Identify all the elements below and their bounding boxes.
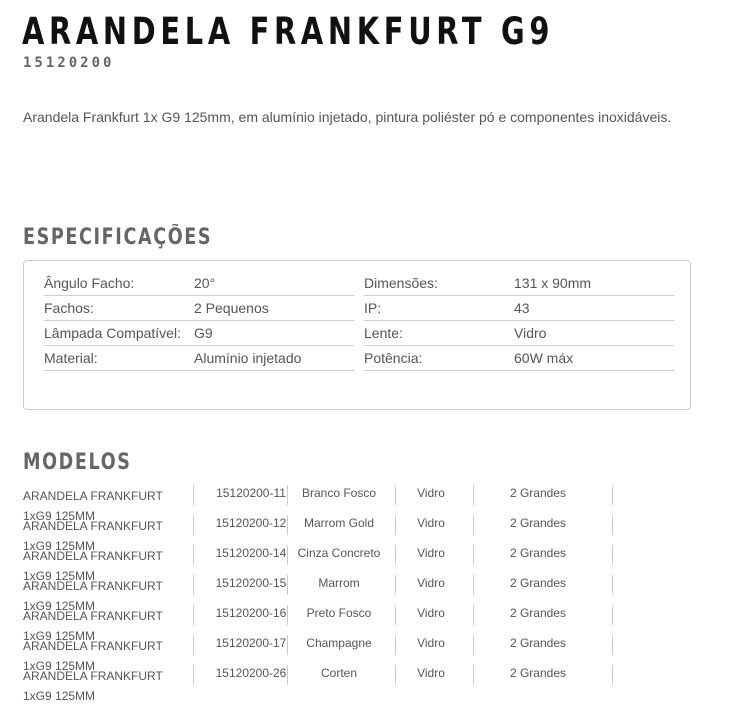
model-color: Branco Fosco — [301, 486, 377, 500]
model-lens: Vidro — [417, 666, 445, 680]
column-divider — [612, 485, 613, 505]
spec-row — [44, 296, 354, 321]
model-lens: Vidro — [417, 576, 445, 590]
column-divider — [612, 665, 613, 685]
spec-row — [44, 346, 354, 371]
column-divider — [612, 515, 613, 535]
model-row — [23, 663, 623, 703]
model-name: ARANDELA FRANKFURT 1xG9 125MM — [23, 609, 163, 643]
model-fachos: 2 Grandes — [509, 576, 567, 590]
spec-value: 20° — [194, 275, 216, 291]
column-divider — [287, 665, 288, 685]
model-code: 15120200-12 — [215, 516, 287, 530]
column-divider — [473, 665, 474, 685]
column-divider — [473, 635, 474, 655]
spec-value: 2 Pequenos — [194, 300, 269, 316]
specs-table — [23, 260, 691, 410]
column-divider — [287, 575, 288, 595]
column-divider — [473, 575, 474, 595]
column-divider — [612, 545, 613, 565]
column-divider — [473, 515, 474, 535]
model-color: Marrom — [318, 576, 360, 590]
column-divider — [193, 575, 194, 595]
model-lens: Vidro — [417, 486, 445, 500]
spec-value: Vidro — [514, 325, 547, 341]
model-name: ARANDELA FRANKFURT 1xG9 125MM — [23, 579, 163, 613]
spec-label: Dimensões: — [364, 275, 438, 291]
model-color: Marrom Gold — [303, 516, 374, 530]
model-code: 15120200-26 — [215, 666, 287, 680]
model-code: 15120200-17 — [215, 636, 287, 650]
model-name: ARANDELA FRANKFURT 1xG9 125MM — [23, 639, 163, 673]
spec-label: IP: — [364, 300, 382, 316]
product-code: 15120200 — [23, 55, 115, 71]
product-description: Arandela Frankfurt 1x G9 125mm, em alumínio injetado, pintura poliéster pó e componentes inoxidáveis. — [23, 109, 672, 125]
model-color: Champagne — [306, 636, 372, 650]
column-divider — [287, 605, 288, 625]
model-lens: Vidro — [417, 516, 445, 530]
spec-label: Material: — [44, 350, 98, 366]
column-divider — [287, 635, 288, 655]
model-code: 15120200-15 — [215, 576, 287, 590]
spec-row — [364, 296, 674, 321]
spec-row — [364, 346, 674, 371]
spec-row — [364, 271, 674, 296]
column-divider — [193, 605, 194, 625]
model-fachos: 2 Grandes — [509, 516, 567, 530]
model-code: 15120200-14 — [215, 546, 287, 560]
model-code: 15120200-16 — [215, 606, 287, 620]
model-name: ARANDELA FRANKFURT 1xG9 125MM — [23, 489, 163, 523]
spec-value: G9 — [194, 325, 213, 341]
model-fachos: 2 Grandes — [509, 636, 567, 650]
column-divider — [193, 545, 194, 565]
spec-row — [364, 321, 674, 346]
model-name: ARANDELA FRANKFURT 1xG9 125MM — [23, 549, 163, 583]
specs-right-column — [364, 271, 674, 371]
column-divider — [287, 485, 288, 505]
column-divider — [193, 485, 194, 505]
product-title: ARANDELA FRANKFURT G9 — [22, 10, 555, 53]
spec-label: Potência: — [364, 350, 423, 366]
spec-value: 43 — [514, 300, 530, 316]
column-divider — [473, 545, 474, 565]
spec-label: Lente: — [364, 325, 403, 341]
column-divider — [193, 515, 194, 535]
models-table — [23, 483, 623, 703]
model-lens: Vidro — [417, 636, 445, 650]
column-divider — [612, 635, 613, 655]
model-name: ARANDELA FRANKFURT 1xG9 125MM — [23, 519, 163, 553]
spec-value: 131 x 90mm — [514, 275, 592, 291]
model-color: Preto Fosco — [306, 606, 372, 620]
column-divider — [612, 575, 613, 595]
spec-value: Alumínio injetado — [194, 350, 302, 366]
model-fachos: 2 Grandes — [509, 666, 567, 680]
spec-label: Ângulo Facho: — [44, 275, 135, 291]
column-divider — [287, 545, 288, 565]
model-name: ARANDELA FRANKFURT 1xG9 125MM — [23, 669, 163, 703]
spec-row — [44, 321, 354, 346]
column-divider — [612, 605, 613, 625]
model-color: Cinza Concreto — [297, 546, 381, 560]
column-divider — [473, 605, 474, 625]
model-code: 15120200-11 — [216, 486, 286, 500]
column-divider — [193, 635, 194, 655]
spec-row — [44, 271, 354, 296]
specs-heading: ESPECIFICAÇÕES — [23, 225, 213, 250]
model-color: Corten — [320, 666, 358, 680]
model-fachos: 2 Grandes — [509, 546, 567, 560]
column-divider — [193, 665, 194, 685]
column-divider — [287, 515, 288, 535]
column-divider — [473, 485, 474, 505]
spec-label: Lâmpada Compatível: — [44, 325, 181, 341]
models-heading: MODELOS — [23, 450, 132, 475]
model-lens: Vidro — [417, 546, 445, 560]
model-fachos: 2 Grandes — [509, 486, 567, 500]
spec-label: Fachos: — [44, 300, 94, 316]
model-fachos: 2 Grandes — [509, 606, 567, 620]
spec-value: 60W máx — [514, 350, 574, 366]
model-lens: Vidro — [417, 606, 445, 620]
specs-left-column — [44, 271, 354, 371]
